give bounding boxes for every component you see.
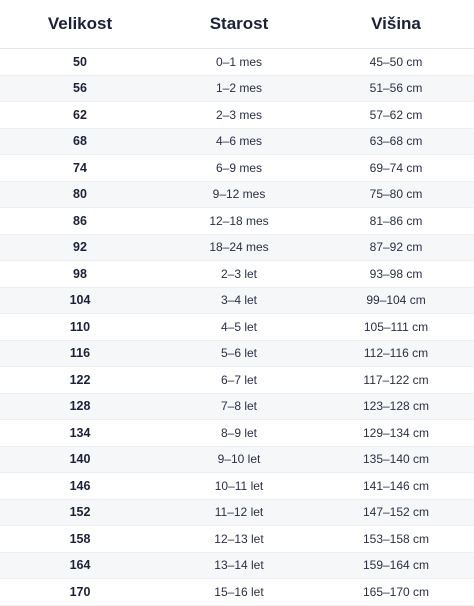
size-cell: 170 xyxy=(0,579,160,606)
size-cell: 98 xyxy=(0,261,160,288)
size-cell: 80 xyxy=(0,181,160,208)
size-cell: 158 xyxy=(0,526,160,553)
table-row xyxy=(0,181,474,208)
height-cell: 123–128 cm xyxy=(318,393,474,420)
table-row xyxy=(0,314,474,341)
age-cell: 13–14 let xyxy=(160,552,318,579)
size-cell: 134 xyxy=(0,420,160,447)
age-cell: 18–24 mes xyxy=(160,234,318,261)
size-cell: 152 xyxy=(0,499,160,526)
header-row xyxy=(0,0,474,49)
age-cell: 11–12 let xyxy=(160,499,318,526)
column-header-age: Starost xyxy=(160,0,318,49)
table-row xyxy=(0,234,474,261)
age-cell: 12–13 let xyxy=(160,526,318,553)
size-cell: 68 xyxy=(0,128,160,155)
size-cell: 140 xyxy=(0,446,160,473)
size-cell: 110 xyxy=(0,314,160,341)
table-row xyxy=(0,102,474,129)
table-row xyxy=(0,75,474,102)
table-header xyxy=(0,0,474,49)
size-cell: 86 xyxy=(0,208,160,235)
table-row xyxy=(0,579,474,606)
height-cell: 147–152 cm xyxy=(318,499,474,526)
table-row xyxy=(0,473,474,500)
table-row xyxy=(0,367,474,394)
size-cell: 50 xyxy=(0,49,160,76)
table-body xyxy=(0,49,474,606)
height-cell: 141–146 cm xyxy=(318,473,474,500)
height-cell: 99–104 cm xyxy=(318,287,474,314)
age-cell: 5–6 let xyxy=(160,340,318,367)
age-cell: 7–8 let xyxy=(160,393,318,420)
size-cell: 116 xyxy=(0,340,160,367)
size-cell: 104 xyxy=(0,287,160,314)
height-cell: 51–56 cm xyxy=(318,75,474,102)
height-cell: 93–98 cm xyxy=(318,261,474,288)
size-cell: 56 xyxy=(0,75,160,102)
height-cell: 112–116 cm xyxy=(318,340,474,367)
height-cell: 63–68 cm xyxy=(318,128,474,155)
table-row xyxy=(0,393,474,420)
age-cell: 15–16 let xyxy=(160,579,318,606)
age-cell: 12–18 mes xyxy=(160,208,318,235)
size-cell: 128 xyxy=(0,393,160,420)
size-cell: 146 xyxy=(0,473,160,500)
height-cell: 135–140 cm xyxy=(318,446,474,473)
age-cell: 9–10 let xyxy=(160,446,318,473)
height-cell: 75–80 cm xyxy=(318,181,474,208)
height-cell: 159–164 cm xyxy=(318,552,474,579)
table-row xyxy=(0,287,474,314)
table-row xyxy=(0,128,474,155)
table-row xyxy=(0,340,474,367)
table-row xyxy=(0,552,474,579)
size-cell: 74 xyxy=(0,155,160,182)
height-cell: 69–74 cm xyxy=(318,155,474,182)
column-header-size: Velikost xyxy=(0,0,160,49)
table-row xyxy=(0,499,474,526)
age-cell: 6–7 let xyxy=(160,367,318,394)
size-cell: 62 xyxy=(0,102,160,129)
table-row xyxy=(0,208,474,235)
size-cell: 92 xyxy=(0,234,160,261)
height-cell: 57–62 cm xyxy=(318,102,474,129)
table-row xyxy=(0,526,474,553)
age-cell: 2–3 mes xyxy=(160,102,318,129)
column-header-height: Višina xyxy=(318,0,474,49)
table-row xyxy=(0,420,474,447)
age-cell: 8–9 let xyxy=(160,420,318,447)
age-cell: 4–5 let xyxy=(160,314,318,341)
height-cell: 81–86 cm xyxy=(318,208,474,235)
age-cell: 6–9 mes xyxy=(160,155,318,182)
age-cell: 10–11 let xyxy=(160,473,318,500)
height-cell: 87–92 cm xyxy=(318,234,474,261)
height-cell: 105–111 cm xyxy=(318,314,474,341)
age-cell: 9–12 mes xyxy=(160,181,318,208)
table-row xyxy=(0,49,474,76)
table-row xyxy=(0,261,474,288)
table-row xyxy=(0,446,474,473)
height-cell: 129–134 cm xyxy=(318,420,474,447)
table-row xyxy=(0,155,474,182)
size-cell: 164 xyxy=(0,552,160,579)
size-cell: 122 xyxy=(0,367,160,394)
age-cell: 2–3 let xyxy=(160,261,318,288)
age-cell: 3–4 let xyxy=(160,287,318,314)
height-cell: 45–50 cm xyxy=(318,49,474,76)
height-cell: 153–158 cm xyxy=(318,526,474,553)
height-cell: 117–122 cm xyxy=(318,367,474,394)
age-cell: 0–1 mes xyxy=(160,49,318,76)
age-cell: 4–6 mes xyxy=(160,128,318,155)
age-cell: 1–2 mes xyxy=(160,75,318,102)
height-cell: 165–170 cm xyxy=(318,579,474,606)
